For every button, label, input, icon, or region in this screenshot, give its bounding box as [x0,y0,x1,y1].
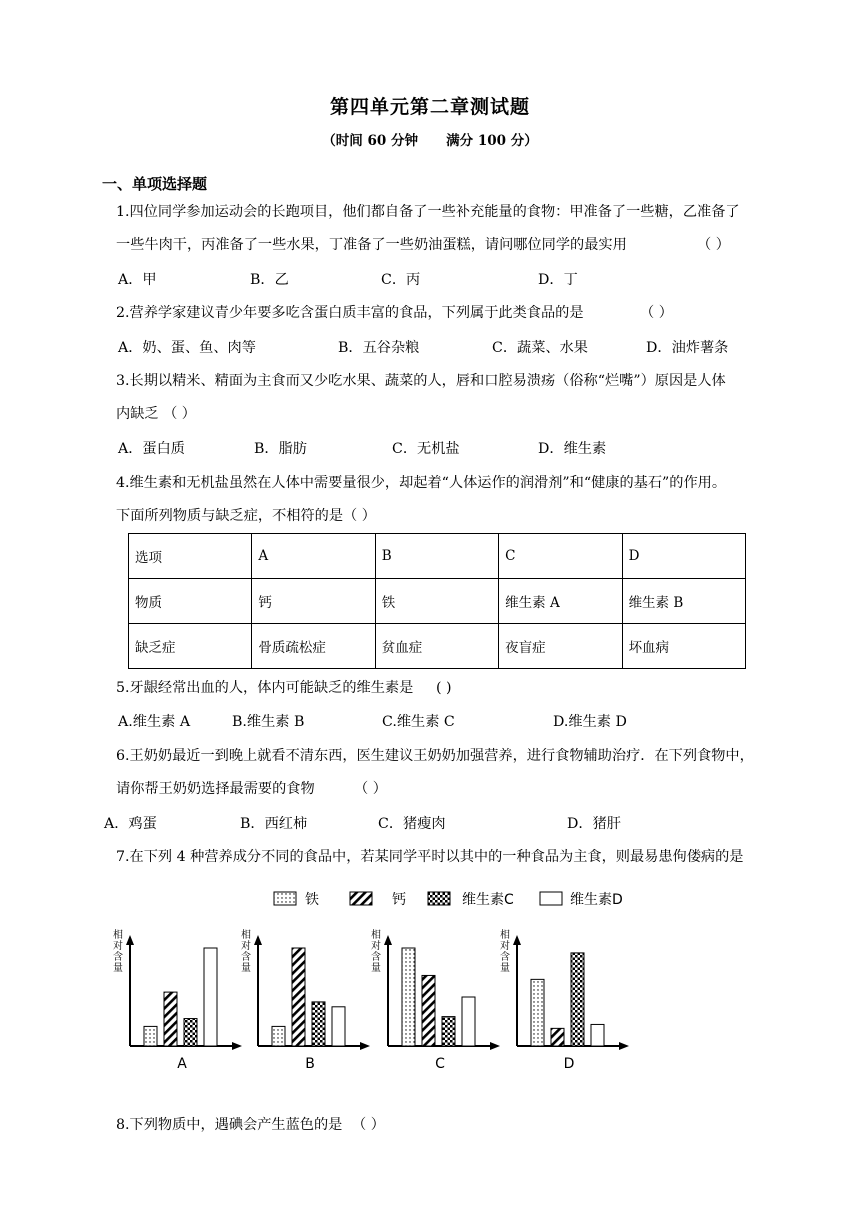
y-axis-label-char: 含 [500,952,510,963]
bar-d-calcium [551,1028,564,1046]
table-cell: B [375,534,498,579]
chart-panel-c [371,928,500,1072]
q1-option-d: D．丁 [538,272,578,288]
x-axis-arrow [490,1042,500,1050]
q8-answer-paren: （ ） [352,1117,385,1133]
q2-line1: 2.营养学家建议青少年要多吃含蛋白质丰富的食品，下列属于此类食品的是 [116,305,584,321]
table-cell: A [252,534,375,579]
table-cell: 物质 [129,579,252,624]
table-cell: 坏血病 [622,624,745,669]
page-title: 第四单元第二章测试题 [329,96,530,118]
y-axis-label-char: 量 [500,963,510,974]
bar-a-calcium [164,992,177,1046]
q5-option-c: C.维生素 C [382,714,455,730]
q1-line1: 1.四位同学参加运动会的长跑项目，他们都自备了一些补充能量的食物：甲准备了一些糖，乙准备了 [116,204,740,220]
legend-label-vitamin-d: 维生素D [570,892,623,908]
panel-label: C [435,1056,445,1072]
table-cell: 钙 [252,579,375,624]
chart-panel-a [113,928,242,1072]
q6-option-a: A．鸡蛋 [104,816,157,832]
bar-c-vitamin-d [462,997,475,1046]
y-axis-label-char: 含 [371,952,381,963]
section-heading: 一、单项选择题 [102,175,208,193]
bar-c-vitamin-c [442,1017,455,1046]
y-axis-label-char: 量 [241,963,251,974]
y-axis-label-char: 相 [113,930,123,941]
q8-line1: 8.下列物质中，遇碘会产生蓝色的是 [116,1117,343,1133]
y-axis-label-char: 量 [371,963,381,974]
q2-answer-paren: （ ） [640,305,673,321]
q2-option-d: D．油炸薯条 [646,340,729,356]
y-axis-label-char: 含 [113,952,123,963]
q2-option-a: A．奶、蛋、鱼、肉等 [118,340,256,356]
q1-option-c: C．丙 [381,272,421,288]
chart-legend [274,891,623,908]
y-axis-label-char: 相 [371,930,381,941]
table-cell: 夜盲症 [499,624,622,669]
bar-a-vitamin-d [204,948,217,1046]
panel-label: D [563,1056,575,1072]
chart-panels [113,928,629,1072]
table-cell: 维生素 A [499,579,622,624]
legend-label-calcium: 钙 [392,892,406,908]
q6-option-c: C．猪瘦肉 [378,816,446,832]
legend-swatch-calcium [350,892,372,905]
page-subtitle: （时间 60 分钟 满分 100 分） [322,133,538,149]
bar-b-calcium [292,948,305,1046]
table-cell: C [499,534,622,579]
q4-line2: 下面所列物质与缺乏症，不相符的是（ ） [116,508,376,524]
q4-line1: 4.维生素和无机盐虽然在人体中需要量很少，却起着“人体运作的润滑剂”和“健康的基石”的作用。 [116,475,727,491]
bar-d-vitamin-d [591,1024,604,1046]
chart-panel-b [241,928,370,1072]
bar-c-calcium [422,975,435,1046]
table-cell: 骨质疏松症 [252,624,375,669]
table-cell: 贫血症 [375,624,498,669]
legend-swatch-iron [274,892,296,905]
y-axis-label-char: 相 [241,930,251,941]
bar-b-vitamin-d [332,1007,345,1046]
y-axis-label-char: 量 [113,963,123,974]
q3-line1: 3.长期以精米、精面为主食而又少吃水果、蔬菜的人，唇和口腔易溃疡（俗称“烂嘴”）原因是人体 [116,373,726,389]
q1-option-a: A．甲 [118,272,157,288]
q5-line1: 5.牙龈经常出血的人，体内可能缺乏的维生素是 [116,680,414,696]
table-cell: D [622,534,745,579]
bar-a-vitamin-c [184,1019,197,1046]
y-axis-label-char: 对 [500,941,510,952]
legend-swatch-vitamin-d [540,892,562,905]
q2-option-c: C．蔬菜、水果 [492,340,588,356]
y-axis-arrow [254,935,262,945]
q3-option-d: D．维生素 [538,441,607,457]
q6-option-b: B．西红柿 [240,816,308,832]
legend-label-iron: 铁 [305,892,319,908]
q3-option-a: A．蛋白质 [118,441,185,457]
legend-swatch-vitamin-c [428,892,450,905]
bar-a-iron [144,1026,157,1046]
x-axis-arrow [360,1042,370,1050]
y-axis-label-char: 对 [241,941,251,952]
panel-label: B [305,1056,315,1072]
q5-option-b: B.维生素 B [232,714,305,730]
y-axis-label-char: 对 [371,941,381,952]
q3-option-c: C．无机盐 [392,441,460,457]
bar-d-iron [531,979,544,1046]
table-cell: 维生素 B [622,579,745,624]
bar-c-iron [402,948,415,1046]
q6-answer-paren: （ ） [354,781,387,797]
q2-option-b: B．五谷杂粮 [338,340,420,356]
q7-line1: 7.在下列 4 种营养成分不同的食品中，若某同学平时以其中的一种食品为主食，则最易患佝偻病的是 [116,849,744,865]
q1-option-b: B．乙 [250,272,289,288]
table-cell: 缺乏症 [129,624,252,669]
y-axis-arrow [384,935,392,945]
y-axis-label-char: 对 [113,941,123,952]
q3-option-b: B．脂肪 [254,441,307,457]
x-axis-arrow [619,1042,629,1050]
panel-label: A [177,1056,187,1072]
q5-option-a: A.维生素 A [118,714,191,730]
y-axis-arrow [126,935,134,945]
table-cell: 选项 [129,534,252,579]
q6-line2: 请你帮王奶奶选择最需要的食物 [116,781,315,797]
q6-option-d: D．猪肝 [567,816,621,832]
bar-b-vitamin-c [312,1002,325,1046]
chart-panel-d [500,928,629,1072]
bar-b-iron [272,1026,285,1046]
q5-option-d: D.维生素 D [553,714,627,730]
q1-line2: 一些牛肉干，丙准备了一些水果，丁准备了一些奶油蛋糕，请问哪位同学的最实用 [116,237,627,253]
y-axis-label-char: 含 [241,952,251,963]
table-cell: 铁 [375,579,498,624]
x-axis-arrow [232,1042,242,1050]
bar-d-vitamin-c [571,953,584,1046]
q3-line2: 内缺乏 （ ） [116,406,196,422]
y-axis-label-char: 相 [500,930,510,941]
q6-line1: 6.王奶奶最近一到晚上就看不清东西，医生建议王奶奶加强营养，进行食物辅助治疗．在下列食物中， [116,748,754,764]
legend-label-vitamin-c: 维生素C [462,892,514,908]
q1-answer-paren: （ ） [697,237,730,253]
q5-answer-paren: ( ) [436,680,452,696]
y-axis-arrow [513,935,521,945]
